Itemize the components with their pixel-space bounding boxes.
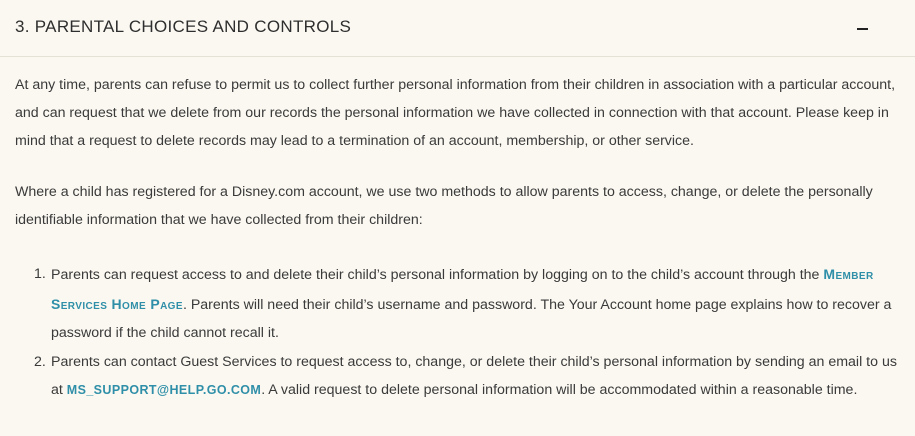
section-header[interactable] [0, 0, 915, 57]
section-title: 3. PARENTAL CHOICES AND CONTROLS [15, 17, 352, 36]
list-item-number: 2. [34, 353, 46, 370]
list-item-text: . Parents will need their child’s username and password. The Your Account home page explains how to recover a password if the child cannot recall it. [51, 296, 892, 341]
list-item-text: . A valid request to delete personal information will be accommodated within a reasonable time. [261, 382, 858, 398]
list-item [34, 260, 900, 348]
list-item-number: 1. [34, 266, 46, 282]
list-item [34, 348, 900, 405]
paragraph-parental-refusal: At any time, parents can refuse to permit us to collect further personal information from their children in association with a particular account, and can request that we delete from our records the personal information we have collected in connection with that account. Please keep in mind that a request to delete records may lead to a termination of an account, membership, or other service. [15, 77, 896, 149]
collapse-toggle-button[interactable] [853, 18, 875, 40]
minus-icon [857, 28, 868, 30]
list-item-text: Parents can request access to and delete their child’s personal information by logging on to the child’s account through the [51, 267, 824, 283]
access-methods-list [0, 260, 900, 405]
member-services-home-page-link[interactable]: Member Services Home Page [51, 266, 874, 312]
list-item-text: Parents can contact Guest Services to request access to, change, or delete their child’s personal information by sending an email to us at [51, 353, 897, 398]
paragraph-access-methods: Where a child has registered for a Disney.com account, we use two methods to allow parents to access, change, or delete the personally identifiable information that we have collected from their children: [15, 184, 873, 228]
support-email-link[interactable]: MS_SUPPORT@HELP.GO.COM [66, 383, 262, 397]
